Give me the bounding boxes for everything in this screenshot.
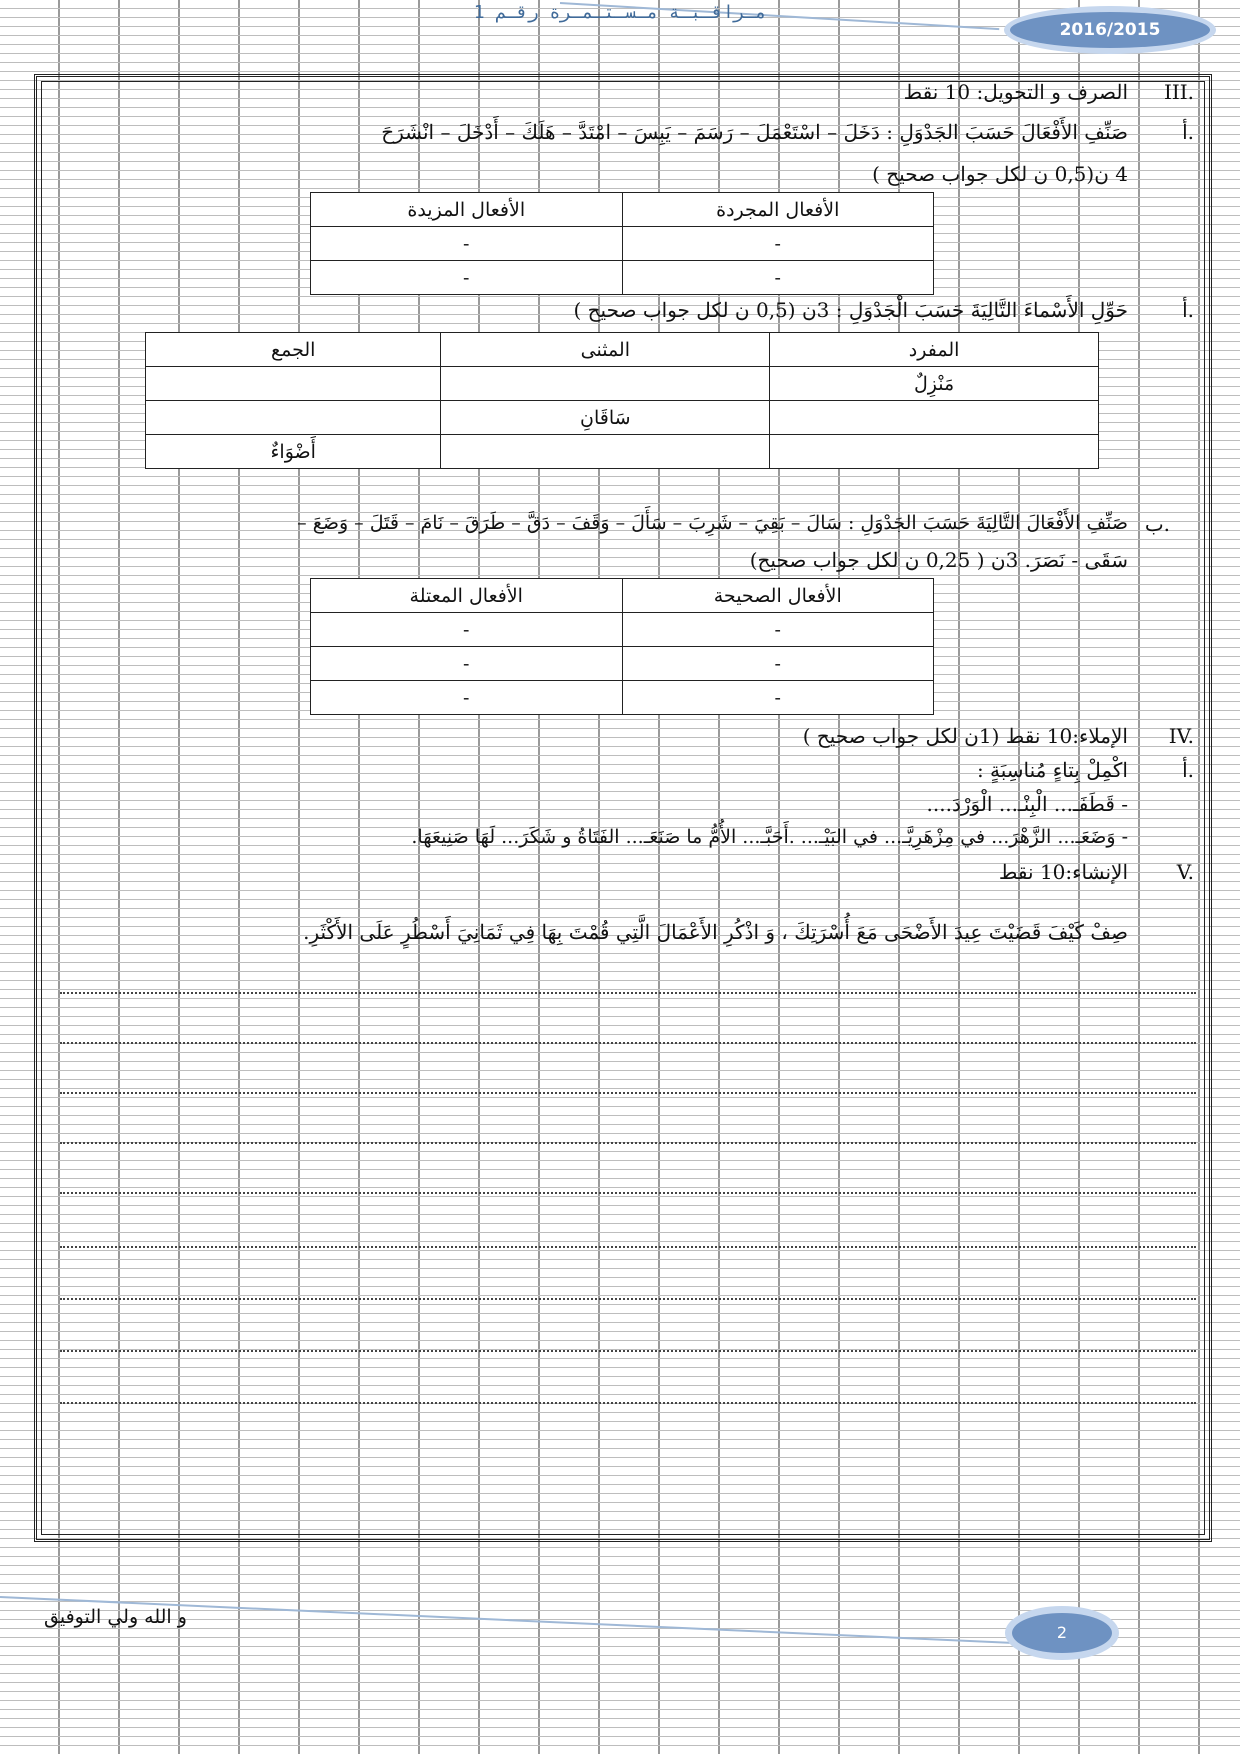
table-header: الجمع bbox=[146, 333, 441, 367]
table-row bbox=[146, 435, 1099, 469]
table-cell: - bbox=[622, 681, 934, 715]
section3-heading: الصرف و التحويل: 10 نقط bbox=[903, 80, 1128, 104]
partA2-marker: أ. bbox=[1182, 298, 1194, 322]
page-title: مـراقـبـة مـسـتـمـرة رقـم 1 bbox=[473, 2, 767, 23]
partA2-instruction: حَوِّلِ الأَسْماءَ التَّالِيَةَ حَسَبَ الْجَدْوَلِ : 3ن (0,5 ن لكل جواب صحيح ) bbox=[573, 298, 1128, 322]
table-row bbox=[311, 261, 934, 295]
writing-line[interactable] bbox=[60, 1350, 1196, 1352]
section3-marker: III. bbox=[1163, 80, 1194, 104]
table-cell: - bbox=[311, 647, 623, 681]
writing-line[interactable] bbox=[60, 1092, 1196, 1094]
table-cell bbox=[770, 401, 1099, 435]
table-row bbox=[146, 401, 1099, 435]
table-row bbox=[311, 681, 934, 715]
table-row bbox=[311, 227, 934, 261]
partA1-instruction: صَنِّفِ الأَفْعَالَ حَسَبَ الجَدْوَلِ : دَخَلَ – اسْتَعْمَلَ – رَسَمَ – يَبِسَ – امْتَدَّ – هَلَكَ – أَدْخَلَ – انْشَرَحَ bbox=[381, 120, 1128, 144]
table-header: الأفعال المعتلة bbox=[311, 579, 623, 613]
table-header: المثنى bbox=[441, 333, 770, 367]
table-cell: - bbox=[622, 613, 934, 647]
table-cell: مَنْزِلٌ bbox=[770, 367, 1099, 401]
table-cell bbox=[146, 401, 441, 435]
partB-instruction-line1: صَنِّفِ الأَفْعَالَ التَّالِيَةَ حَسَبَ الجَدْوَلِ : سَالَ – بَقِيَ – شَرِبَ – سَأَلَ – وَقَفَ – دَقَّ – طَرَقَ – نَامَ – قَتَلَ – وَضَعَ – bbox=[297, 512, 1128, 534]
writing-line[interactable] bbox=[60, 1402, 1196, 1404]
writing-line[interactable] bbox=[60, 992, 1196, 994]
writing-line[interactable] bbox=[60, 1246, 1196, 1248]
writing-line[interactable] bbox=[60, 1142, 1196, 1144]
partB-instruction-line2: سَقَى - نَصَرَ. 3ن ( 0,25 ن لكل جواب صحيح) bbox=[749, 548, 1128, 572]
table-row bbox=[311, 613, 934, 647]
table-cell: - bbox=[622, 227, 934, 261]
table-header: الأفعال الصحيحة bbox=[622, 579, 934, 613]
writing-line[interactable] bbox=[60, 1298, 1196, 1300]
section4-marker: IV. bbox=[1168, 724, 1194, 748]
nouns-number-table bbox=[145, 332, 1099, 469]
partA1-marker: أ. bbox=[1182, 120, 1194, 144]
table-cell bbox=[441, 367, 770, 401]
spelling-item: - وَضَعَـ... الزَّهْرَ... في مِزْهَرِيَّـ... في البَيْـ... .أَحَبَّـ... الأُمُّ ما صَنَعَـ... الفَتَاةُ و شَكَرَ... لَهَا صَنِيعَهَا. bbox=[411, 826, 1128, 848]
verbs-sound-weak-table bbox=[310, 578, 934, 715]
section4-partA-instruction: اكْمِلْ بِتاءٍ مُناسِبَةٍ : bbox=[976, 758, 1128, 782]
table-cell: - bbox=[311, 613, 623, 647]
partB-marker: ب. bbox=[1144, 512, 1170, 536]
table-cell bbox=[441, 435, 770, 469]
table-cell bbox=[770, 435, 1099, 469]
writing-line[interactable] bbox=[60, 1042, 1196, 1044]
partA1-points: 4 ن(0,5 ن لكل جواب صحيح ) bbox=[872, 162, 1128, 186]
closing-text: و الله ولي التوفيق bbox=[44, 1606, 187, 1628]
spelling-item: - قَطَفَـ... الْبِنْـ... الْوَرْدَ.... bbox=[926, 792, 1128, 816]
section5-marker: V. bbox=[1176, 860, 1194, 884]
table-header: الأفعال المزيدة bbox=[311, 193, 623, 227]
page-number-badge: 2 bbox=[1005, 1606, 1119, 1660]
verbs-bare-augmented-table bbox=[310, 192, 934, 295]
writing-line[interactable] bbox=[60, 1192, 1196, 1194]
table-cell: سَاقَانِ bbox=[441, 401, 770, 435]
table-row bbox=[146, 367, 1099, 401]
table-header: المفرد bbox=[770, 333, 1099, 367]
composition-prompt: صِفْ كَيْفَ قَضَيْتَ عِيدَ الأَضْحَى مَعَ أُسْرَتِكَ ، وَ اذْكُرِ الأَعْمَالَ الَّتِي قُمْتَ بِهَا فِي ثَمَانِيَ أَسْطُرٍ عَلَى الأَكْثَرِ. bbox=[303, 920, 1128, 944]
table-cell: - bbox=[311, 227, 623, 261]
year-badge: 2016/2015 bbox=[1004, 6, 1216, 54]
table-cell: - bbox=[311, 681, 623, 715]
table-cell: - bbox=[311, 261, 623, 295]
table-cell bbox=[146, 367, 441, 401]
table-cell: أَضْوَاءٌ bbox=[146, 435, 441, 469]
table-cell: - bbox=[622, 261, 934, 295]
table-row bbox=[311, 647, 934, 681]
table-header: الأفعال المجردة bbox=[622, 193, 934, 227]
table-cell: - bbox=[622, 647, 934, 681]
section5-heading: الإنشاء:10 نقط bbox=[998, 860, 1128, 884]
section4-partA-marker: أ. bbox=[1182, 758, 1194, 782]
section4-heading: الإملاء:10 نقط (1ن لكل جواب صحيح ) bbox=[802, 724, 1128, 748]
